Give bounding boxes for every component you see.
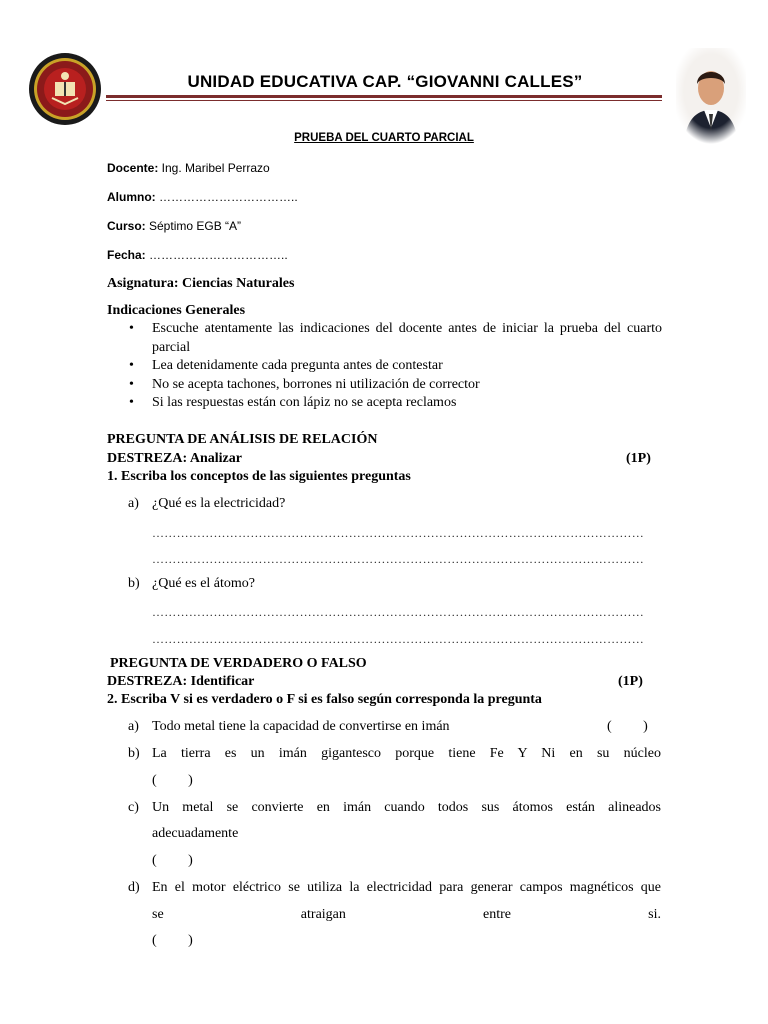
word: entre	[483, 907, 511, 922]
alumno-label: Alumno:	[107, 190, 156, 204]
section1-b-text: ¿Qué es el átomo?	[152, 576, 256, 591]
docente-field	[107, 161, 270, 175]
section2-d-text-line2	[152, 907, 661, 923]
section2-question: 2. Escriba V si es verdadero o F si es falso según corresponda la pregunta	[107, 692, 542, 707]
word: si.	[648, 907, 661, 922]
answer-blank[interactable]: ( )	[152, 773, 193, 788]
docente-label: Docente:	[107, 161, 159, 175]
list-item: • No se acepta tachones, borrones ni utilización de corrector	[129, 376, 480, 392]
indicaciones-heading: Indicaciones Generales	[107, 303, 246, 318]
list-item: • Escuche atentamente las indicaciones del docente antes de iniciar la prueba del cuarto parcial	[129, 321, 662, 355]
curso-field	[107, 219, 241, 233]
section2-b-text: La tierra es un imán gigantesco porque tiene Fe Y Ni en su núcleo	[152, 746, 661, 761]
docente-value: Ing. Maribel Perrazo	[158, 161, 270, 175]
answer-line[interactable]: …………………………………………………………………………………………………………	[152, 632, 644, 646]
section1-points: (1P)	[626, 451, 651, 466]
section2-a-text: Todo metal tiene la capacidad de convertirse en imán	[152, 719, 450, 734]
list-item: • Si las respuestas están con lápiz no se acepta reclamos	[129, 395, 457, 410]
section1-heading: PREGUNTA DE ANÁLISIS DE RELACIÓN	[107, 432, 378, 447]
exam-title: PRUEBA DEL CUARTO PARCIAL	[294, 132, 474, 144]
section2-c-text-line2: adecuadamente	[152, 826, 239, 841]
alumno-value: ……………………………..	[155, 190, 298, 204]
answer-blank[interactable]: ( )	[152, 853, 193, 868]
section2-a-label: a)	[128, 719, 139, 734]
header-rule	[106, 95, 662, 98]
fecha-field	[107, 248, 288, 262]
word: atraigan	[300, 907, 346, 922]
curso-label: Curso:	[107, 219, 146, 233]
curso-value: Séptimo EGB “A”	[145, 219, 242, 233]
section2-destreza: DESTREZA: Identificar	[107, 674, 255, 689]
section1-question: 1. Escriba los conceptos de las siguientes preguntas	[107, 469, 411, 484]
answer-line[interactable]: …………………………………………………………………………………………………………	[152, 552, 644, 566]
section1-a-text: ¿Qué es la electricidad?	[152, 496, 286, 511]
list-item: • Lea detenidamente cada pregunta antes de contestar	[129, 358, 443, 373]
section1-destreza: DESTREZA: Analizar	[107, 451, 242, 466]
section2-heading: PREGUNTA DE VERDADERO O FALSO	[110, 656, 367, 671]
asignatura: Asignatura: Ciencias Naturales	[107, 276, 295, 291]
answer-line[interactable]: …………………………………………………………………………………………………………	[152, 526, 644, 540]
alumno-field	[107, 190, 298, 204]
section2-d-text-line1: En el motor eléctrico se utiliza la electricidad para generar campos magnéticos que	[152, 880, 661, 895]
answer-line[interactable]: …………………………………………………………………………………………………………	[152, 605, 644, 619]
fecha-label: Fecha:	[107, 248, 146, 262]
section2-b-label: b)	[128, 746, 140, 761]
answer-blank[interactable]: ( )	[607, 719, 648, 734]
school-seal-icon	[28, 52, 102, 126]
portrait-photo	[676, 48, 746, 144]
section1-a-label: a)	[128, 496, 139, 511]
indicaciones-list	[107, 320, 662, 413]
school-title: UNIDAD EDUCATIVA CAP. “GIOVANNI CALLES”	[187, 72, 583, 91]
fecha-value: ……………………………..	[145, 248, 288, 262]
section1-b-label: b)	[128, 576, 140, 591]
section2-points: (1P)	[618, 674, 643, 689]
section2-d-label: d)	[128, 880, 140, 895]
section2-c-text-line1: Un metal se convierte en imán cuando todos sus átomos están alineados	[152, 800, 661, 815]
header-rule-thin	[106, 100, 662, 101]
word: se	[152, 907, 164, 922]
answer-blank[interactable]: ( )	[152, 933, 193, 948]
section2-c-label: c)	[128, 800, 139, 815]
